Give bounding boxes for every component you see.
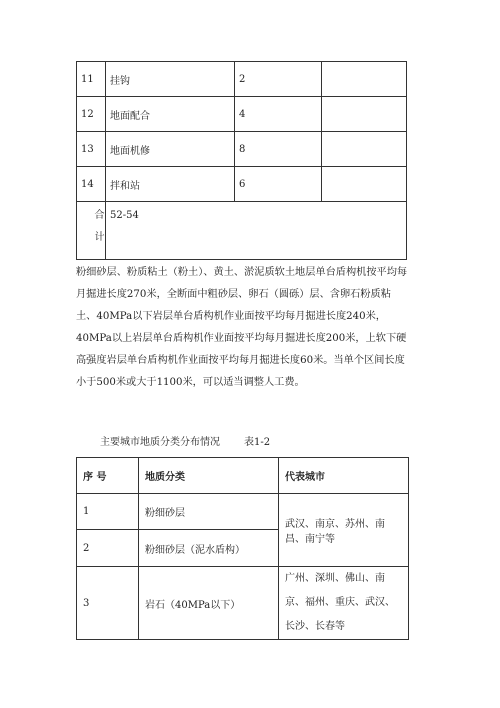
row-number: 13 xyxy=(77,132,106,167)
row-number: 12 xyxy=(77,97,106,132)
empty-cell xyxy=(322,132,407,167)
geology-type: 粉细砂层 xyxy=(139,494,279,530)
table-row xyxy=(77,132,407,167)
table-caption xyxy=(100,433,270,448)
row-number: 1 xyxy=(77,494,139,530)
geology-table xyxy=(76,457,409,640)
empty-cell xyxy=(322,62,407,97)
job-name: 地面机修 xyxy=(106,132,235,167)
table-row xyxy=(77,62,407,97)
row-number: 11 xyxy=(77,62,106,97)
table-row xyxy=(77,97,407,132)
header-geology: 地质分类 xyxy=(139,458,279,494)
row-number: 3 xyxy=(77,567,139,640)
job-name: 地面配合 xyxy=(106,97,235,132)
cities-cell: 武汉、南京、苏州、南昌、南宁等 xyxy=(279,494,409,567)
total-value: 52-54 xyxy=(106,202,407,260)
headcount: 2 xyxy=(235,62,322,97)
caption-table-number: 表1-2 xyxy=(244,437,271,448)
geology-type: 岩石（40MPa以下） xyxy=(139,567,279,640)
row-number: 2 xyxy=(77,530,139,567)
header-no: 序 号 xyxy=(77,458,139,494)
headcount: 8 xyxy=(235,132,322,167)
caption-title: 主要城市地质分类分布情况 xyxy=(100,437,220,448)
header-cities: 代表城市 xyxy=(279,458,409,494)
empty-cell xyxy=(322,167,407,202)
table-row xyxy=(77,567,409,640)
table-row xyxy=(77,494,409,530)
header-row xyxy=(77,458,409,494)
job-name: 拌和站 xyxy=(106,167,235,202)
empty-cell xyxy=(322,97,407,132)
headcount: 4 xyxy=(235,97,322,132)
staffing-table xyxy=(76,61,407,260)
cities-cell: 广州、深圳、佛山、南京、福州、重庆、武汉、长沙、长春等 xyxy=(279,567,409,640)
headcount: 6 xyxy=(235,167,322,202)
total-label: 合计 xyxy=(77,202,106,260)
job-name: 挂钩 xyxy=(106,62,235,97)
geology-type: 粉细砂层（泥水盾构） xyxy=(139,530,279,567)
body-paragraph: 粉细砂层、粉质粘土（粉土）、黄土、淤泥质软土地层单台盾构机按平均每月掘进长度270米，全断面中粗砂层、卵石（圆砾）层、含卵石粉质粘土、40MPa以下岩层单台盾构机作业面按平均每月掘进长度240米，40MPa以上岩层单台盾构机作业面按平均每月掘进长度200米，上软下硬高强度岩层单台盾构机作业面按平均每月掘进长度60米。当单个区间长度小于500米或大于1100米，可以适当调整人工费。 xyxy=(76,267,408,388)
total-row xyxy=(77,202,407,260)
table-row xyxy=(77,167,407,202)
row-number: 14 xyxy=(77,167,106,202)
